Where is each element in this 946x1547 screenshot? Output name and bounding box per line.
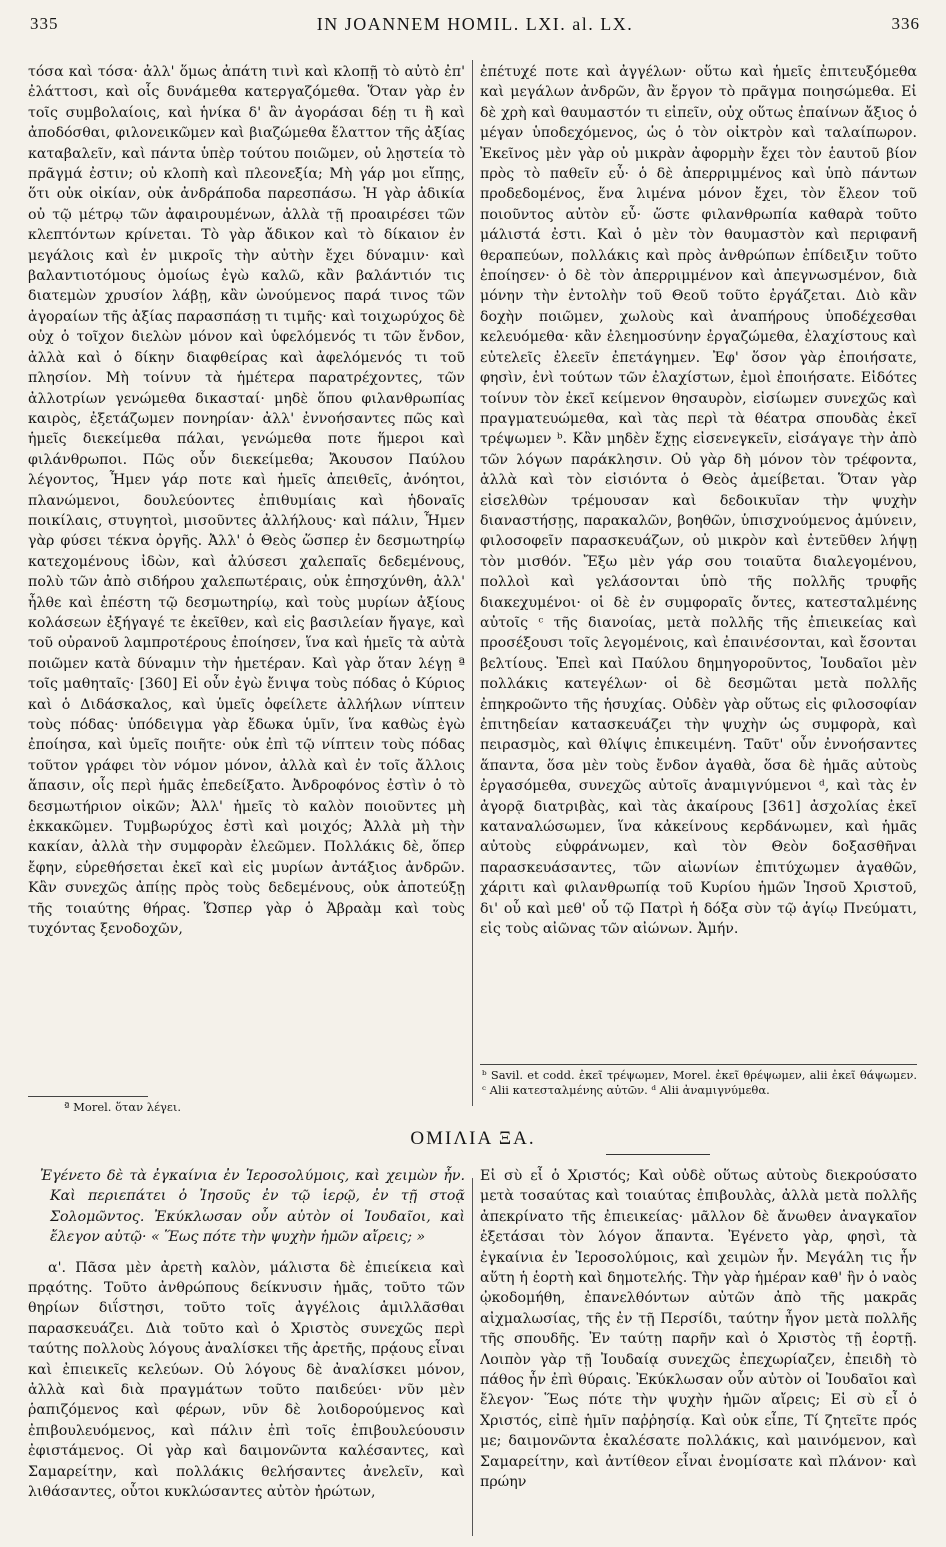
title-underline bbox=[606, 1154, 710, 1155]
right-column-bottom bbox=[480, 1166, 917, 1540]
column-divider bbox=[472, 1178, 473, 1536]
page-number-left: 335 bbox=[30, 14, 59, 33]
column-divider bbox=[472, 60, 473, 1106]
footnote-rule bbox=[480, 1064, 917, 1065]
footnote-right: ᵇ Savil. et codd. ἐκεῖ τρέψωμεν, Morel. ἐκεῖ θρέψωμεν, alii ἐκεῖ θάψωμεν. ᶜ Alii κατεσταλμένης αὐτῶν. ᵈ Alii ἀναμιγνύμεθα. bbox=[482, 1068, 917, 1097]
left-column-top bbox=[28, 62, 465, 1100]
running-header bbox=[26, 14, 924, 44]
page-number-right: 336 bbox=[891, 14, 920, 33]
homily-title: ΟΜΙΛΙΑ ΞΑ. bbox=[410, 1128, 536, 1149]
running-title: IN JOANNEM HOMIL. LXI. al. LX. bbox=[316, 14, 634, 34]
body-text: α'. Πᾶσα μὲν ἀρετὴ καλὸν, μάλιστα δὲ ἐπιείκεια καὶ πρᾳότης. Τοῦτο ἀνθρώπους δείκνυσιν ἡμᾶς, τοῦτο τῶν θηρίων διΐστησι, τοῦτο τοῖς ἀγγέλοις ἁμιλλᾶσθαι παρασκευάζει. Διὰ τοῦτο καὶ ὁ Χριστὸς συνεχῶς περὶ ταύτης πολλοὺς λόγους ἀναλίσκει τῆς ἀρετῆς, πρᾴους εἶναι καὶ ἐπιεικεῖς κελεύων. Οὐ λόγους δὲ ἀναλίσκει μόνον, ἀλλὰ καὶ διὰ πραγμάτων τοῦτο παιδεύει· νῦν μὲν ῥαπιζόμενος καὶ φέρων, νῦν δὲ λοιδορούμενος καὶ ἐπιβουλευόμενος, καὶ πάλιν ἐπὶ τοῖς ἐπιβουλεύουσιν ἐφιστάμενος. Οἱ γὰρ καὶ δαιμονῶντα καλέσαντες, καὶ Σαμαρείτην, καὶ πολλάκις θελήσαντες ἀνελεῖν, καὶ λιθάσαντες, οὗτοι κυκλώσαντες αὐτὸν ἠρώτων, bbox=[28, 1259, 465, 1501]
gospel-passage: Ἐγένετο δὲ τὰ ἐγκαίνια ἐν Ἱεροσολύμοις, καὶ χειμὼν ἦν. Καὶ περιεπάτει ὁ Ἰησοῦς ἐν τῷ ἱερῷ, ἐν τῇ στοᾷ Σολομῶντος. Ἐκύκλωσαν οὖν αὐτὸν οἱ Ἰουδαῖοι, καὶ ἔλεγον αὐτῷ· « Ἕως πότε τὴν ψυχὴν ἡμῶν αἴρεις; » bbox=[40, 1168, 465, 1246]
right-column-top bbox=[480, 62, 917, 1062]
footnote-left: ª Morel. ὅταν λέγει. bbox=[64, 1100, 182, 1114]
footnote-rule bbox=[28, 1096, 148, 1097]
body-text: Εἰ σὺ εἶ ὁ Χριστός; Καὶ οὐδὲ οὕτως αὐτοὺς διεκρούσατο μετὰ τοσαύτας καὶ τοιαύτας ἐπιβουλὰς, ἀλλὰ μετὰ πολλῆς ἀπεκρίνατο τῆς ἐπιεικείας· μᾶλλον δὲ ἄνωθεν ἀναγκαῖον ἐξετάσαι τὸν λόγον ἅπαντα. Ἐγένετο γὰρ, φησὶ, τὰ ἐγκαίνια ἐν Ἱεροσολύμοις, καὶ χειμὼν ἦν. Μεγάλη τις ἦν αὕτη ἡ ἑορτὴ καὶ δημοτελής. Τὴν γὰρ ἡμέραν καθ' ἣν ὁ ναὸς ᾠκοδομήθη, ἐπανελθόντων αὐτῶν ἀπὸ τῆς μακρᾶς αἰχμαλωσίας, τῆς ἐν τῇ Περσίδι, ταύτην ἦγον μετὰ πολλῆς τῆς σπουδῆς. Ἐν ταύτῃ παρῆν καὶ ὁ Χριστὸς τῇ ἑορτῇ. Λοιπὸν γὰρ τῇ Ἰουδαίᾳ συνεχῶς ἐπεχωρίαζεν, ἐπειδὴ τὸ πάθος ἦν ἐπὶ θύραις. Ἐκύκλωσαν οὖν αὐτὸν οἱ Ἰουδαῖοι καὶ ἔλεγον· Ἕως πότε τὴν ψυχὴν ἡμῶν αἴρεις; Εἰ σὺ εἶ ὁ Χριστός, εἰπὲ ἡμῖν παῤῥησίᾳ. Καὶ οὐκ εἶπε, Τί ζητεῖτε πρός με; δαιμονῶντα ἐκαλέσατε πολλάκις, καὶ μαινόμενον, καὶ Σαμαρείτην, καὶ ἀντίθεον εἶναι ἐνομίσατε καὶ πλάνον· καὶ πρώην bbox=[480, 1168, 917, 1491]
body-text: τόσα καὶ τόσα· ἀλλ' ὅμως ἀπάτη τινὶ καὶ κλοπῇ τὸ αὐτὸ ἐπ' ἐλάττοσι, καὶ οἷς δυνάμεθα κατεργαζόμεθα. Ὅταν γὰρ ἐν τοῖς συμβολαίοις, καὶ ἡνίκα δ' ἂν ἀγοράσαι δέῃ τι ἢ καὶ ἀποδόσθαι, φιλονεικῶμεν καὶ βιαζώμεθα ἔλαττον τῆς ἀξίας καταβαλεῖν, καὶ πάντα ὑπὲρ τούτου ποιῶμεν, οὐ λῃστεία τὸ πρᾶγμά ἐστιν; οὐ κλοπὴ καὶ πλεονεξία; Μὴ γάρ μοι εἴπῃς, ὅτι οὐκ οἰκίαν, οὐκ ἀνδράποδα παρεσπάσω. Ἡ γὰρ ἀδικία οὐ τῷ μέτρῳ τῶν ἀφαιρουμένων, ἀλλὰ τῇ προαιρέσει τῶν κλεπτόντων κρίνεται. Τὸ γὰρ ἄδικον καὶ τὸ δίκαιον ἐν μεγάλοις καὶ ἐν μικροῖς τὴν αὐτὴν ἔχει δύναμιν· καὶ βαλαντιοτόμους ὁμοίως ἐγὼ καλῶ, κἂν βαλάντιόν τις διατεμὼν χρυσίον λάβῃ, κἂν ὠνούμενος παρά τινος τῶν ἀγοραίων τῆς ἀξίας παρασπάσῃ τι τιμῆς· καὶ τοιχωρύχος δὲ οὐχ ὁ τοῖχον διελὼν μόνον καὶ ὑφελόμενός τι τῶν ἔνδον, ἀλλὰ καὶ ὁ δίκην διαφθείρας καὶ ἀφελόμενός τι τοῦ πλησίον. Μὴ τοίνυν τὰ ἡμέτερα παρατρέχοντες, τῶν ἀλλοτρίων γενώμεθα δικασταί· μηδὲ ὅπου φιλανθρωπίας καιρὸς, ἐξετάζωμεν πονηρίαν· ἀλλ' ἐννοήσαντες πῶς καὶ ἡμεῖς διεκείμεθα πάλαι, γενώμεθα ποτε ἥμεροι καὶ φιλάνθρωποι. Πῶς οὖν διεκείμεθα; Ἄκουσον Παύλου λέγοντος, Ἦμεν γάρ ποτε καὶ ἡμεῖς ἀπειθεῖς, ἀνόητοι, πλανώμενοι, δουλεύοντες ἐπιθυμίαις καὶ ἡδοναῖς ποικίλαις, στυγητοὶ, μισοῦντες ἀλλήλους· καὶ πάλιν, Ἦμεν γὰρ φύσει τέκνα ὀργῆς. Ἀλλ' ὁ Θεὸς ὥσπερ ἐν δεσμωτηρίῳ κατεχομένους ἰδὼν, καὶ ἀλύσεσι χαλεπαῖς δεδεμένους, πολὺ τῶν ἀπὸ σιδήρου χαλεπωτέραις, οὐκ ἐπησχύνθη, ἀλλ' ἦλθε καὶ ἐπέστη τῷ δεσμωτηρίῳ, καὶ τοὺς μυρίων ἀξίους κολάσεων ἐξήγαγέ τε ἐκεῖθεν, καὶ εἰς βασιλείαν ἤγαγε, καὶ τοῦ οὐρανοῦ λαμπροτέρους ἐποίησεν, ἵνα καὶ ἡμεῖς τὰ αὐτὰ ποιῶμεν κατὰ δύναμιν τὴν ἡμετέραν. Καὶ γὰρ ὅταν λέγῃ ª τοῖς μαθηταῖς· [360] Εἰ οὖν ἐγὼ ἔνιψα τοὺς πόδας ὁ Κύριος καὶ ὁ Διδάσκαλος, καὶ ὑμεῖς ὀφείλετε ἀλλήλων νίπτειν τοὺς πόδας· ὑπόδειγμα γὰρ ἔδωκα ὑμῖν, ἵνα καθὼς ἐγὼ ἐποίησα, καὶ ὑμεῖς ποιῆτε· οὐκ ἐπὶ τῷ νίπτειν τοὺς πόδας τοῦτον γράφει τὸν νόμον μόνον, ἀλλὰ καὶ ἐν τοῖς ἄλλοις ἅπασιν, οἷς περὶ ἡμᾶς ἐπεδείξατο. Ἀνδροφόνος ἐστὶν ὁ τὸ δεσμωτήριον οἰκῶν; Ἀλλ' ἡμεῖς τὸ καλὸν ποιοῦντες μὴ ἐκκακῶμεν. Τυμβωρύχος ἐστὶ καὶ μοιχός; Ἀλλὰ μὴ τὴν κακίαν, ἀλλὰ τὴν συμφορὰν ἐλεῶμεν. Πολλάκις δὲ, ὅπερ ἔφην, εὑρεθήσεται ἐκεῖ καὶ εἰς μυρίων ἀντάξιος ἀνδρῶν. Κἂν συνεχῶς ἀπίῃς πρὸς τοὺς δεδεμένους, οὐκ ἀποτεύξῃ τῆς τοιαύτης θήρας. Ὥσπερ γὰρ ὁ Ἀβραὰμ καὶ τοὺς τυχόντας ξενοδοχῶν, bbox=[28, 64, 465, 938]
left-column-bottom bbox=[28, 1166, 465, 1540]
body-text: ἐπέτυχέ ποτε καὶ ἀγγέλων· οὕτω καὶ ἡμεῖς ἐπιτευξόμεθα καὶ μεγάλων ἀνδρῶν, ἂν ἔργον τὸ πρᾶγμα ποιησώμεθα. Εἰ δὲ χρὴ καὶ θαυμαστόν τι εἰπεῖν, οὐχ οὕτως ἐπαίνων ἄξιος ὁ μέγαν ὑποδεχόμενος, ὡς ὁ τὸν οἰκτρὸν καὶ ταλαίπωρον. Ἐκεῖνος μὲν γὰρ οὐ μικρὰν ἀφορμὴν ἔχει τὸν ἑαυτοῦ βίον πρὸς τὸ παθεῖν εὖ· ὁ δὲ ἀπερριμμένος καὶ ὑπὸ πάντων προδεδομένος, ἕνα λιμένα μόνον ἔχει, τὸν ἔλεον τοῦ ποιοῦντος αὐτὸν εὖ· ὥστε φιλανθρωπία καθαρὰ τοῦτο μάλιστά ἐστι. Καὶ ὁ μὲν τὸν θαυμαστὸν καὶ περιφανῆ θεραπεύων, πολλάκις καὶ πρὸς ἀνθρώπων ἐπίδειξιν τοῦτο ἐποίησεν· ὁ δὲ τὸν ἀπερριμμένον καὶ ἀπεγνωσμένον, διὰ μόνην τὴν ἐντολὴν τοῦ Θεοῦ τοῦτο ἐργάζεται. Διὸ κἂν δοχὴν ποιῶμεν, χωλοὺς καὶ ἀναπήρους ὑποδέχεσθαι κελευόμεθα· κἂν ἐλεημοσύνην ἐργαζώμεθα, ἐλαχίστους καὶ εὐτελεῖς ἐλεεῖν ἐπετάγημεν. Ἐφ' ὅσον γὰρ ἐποιήσατε, φησὶν, ἑνὶ τούτων τῶν ἐλαχίστων, ἐμοὶ ἐποιήσατε. Εἰδότες τοίνυν τὸν ἐκεῖ κείμενον θησαυρὸν, εἰσίωμεν συνεχῶς καὶ πραγματευώμεθα, καὶ τὰς περὶ τὰ θέατρα σπουδὰς ἐκεῖ τρέψωμεν ᵇ. Κἂν μηδὲν ἔχῃς εἰσενεγκεῖν, εἰσάγαγε τὴν ἀπὸ τῶν λόγων παράκλησιν. Οὐ γὰρ δὴ μόνον τὸν τρέφοντα, ἀλλὰ καὶ τὸν εἰσιόντα ὁ Θεὸς ἀμείβεται. Ὅταν γὰρ εἰσελθὼν τρέμουσαν καὶ δεδοικυῖαν τὴν ψυχὴν διαναστήσῃς, παρακαλῶν, βοηθῶν, ὑπισχνούμενος ἀμύνειν, φιλοσοφεῖν παρασκευάζων, οὐ μικρὸν καὶ ἐντεῦθεν λήψῃ τὸν μισθόν. Ἔξω μὲν γάρ σου τοιαῦτα διαλεγομένου, πολλοὶ καὶ γελάσονται ὑπὸ τῆς πολλῆς τρυφῆς διακεχυμένοι· οἱ δὲ ἐν συμφοραῖς ὄντες, κατεσταλμένης αὐτοῖς ᶜ τῆς διανοίας, μετὰ πολλῆς τῆς ἐπιεικείας καὶ προσέξουσι τοῖς λεγομένοις, καὶ ἐπαινέσονται, καὶ ἔσονται βελτίους. Ἐπεὶ καὶ Παύλου δημηγοροῦντος, Ἰουδαῖοι μὲν πολλάκις κατεγέλων· οἱ δὲ δεσμῶται μετὰ πολλῆς ἐπηκροῶντο τῆς ἡσυχίας. Οὐδὲν γὰρ οὕτως εἰς φιλοσοφίαν ἐπιτηδείαν κατασκευάζει τὴν ψυχὴν ὡς συμφορὰ, καὶ πειρασμὸς, καὶ θλίψις ἐπικειμένη. Ταῦτ' οὖν ἐννοήσαντες ἅπαντα, ὅσα μὲν τοὺς ἔνδον ἀγαθὰ, ὅσα δὲ ἡμᾶς αὐτοὺς ἐργασόμεθα, συνεχῶς αὐτοῖς ἀναμιγνύμενοι ᵈ, καὶ τὰς ἐν ἀγορᾷ διατριβὰς, καὶ τὰς ἀκαίρους [361] ἀσχολίας ἐκεῖ καταναλώσωμεν, ἵνα κἀκείνους κερδάνωμεν, καὶ ἡμᾶς αὐτοὺς εὐφράνωμεν, καὶ τὸν Θεὸν δοξασθῆναι παρασκευάσαντες, τῶν αἰωνίων ἐπιτύχωμεν ἀγαθῶν, χάριτι καὶ φιλανθρωπίᾳ τοῦ Κυρίου ἡμῶν Ἰησοῦ Χριστοῦ, δι' οὗ καὶ μεθ' οὗ τῷ Πατρὶ ἡ δόξα σὺν τῷ ἁγίῳ Πνεύματι, εἰς τοὺς αἰῶνας τῶν αἰώνων. Ἀμήν. bbox=[480, 64, 917, 938]
